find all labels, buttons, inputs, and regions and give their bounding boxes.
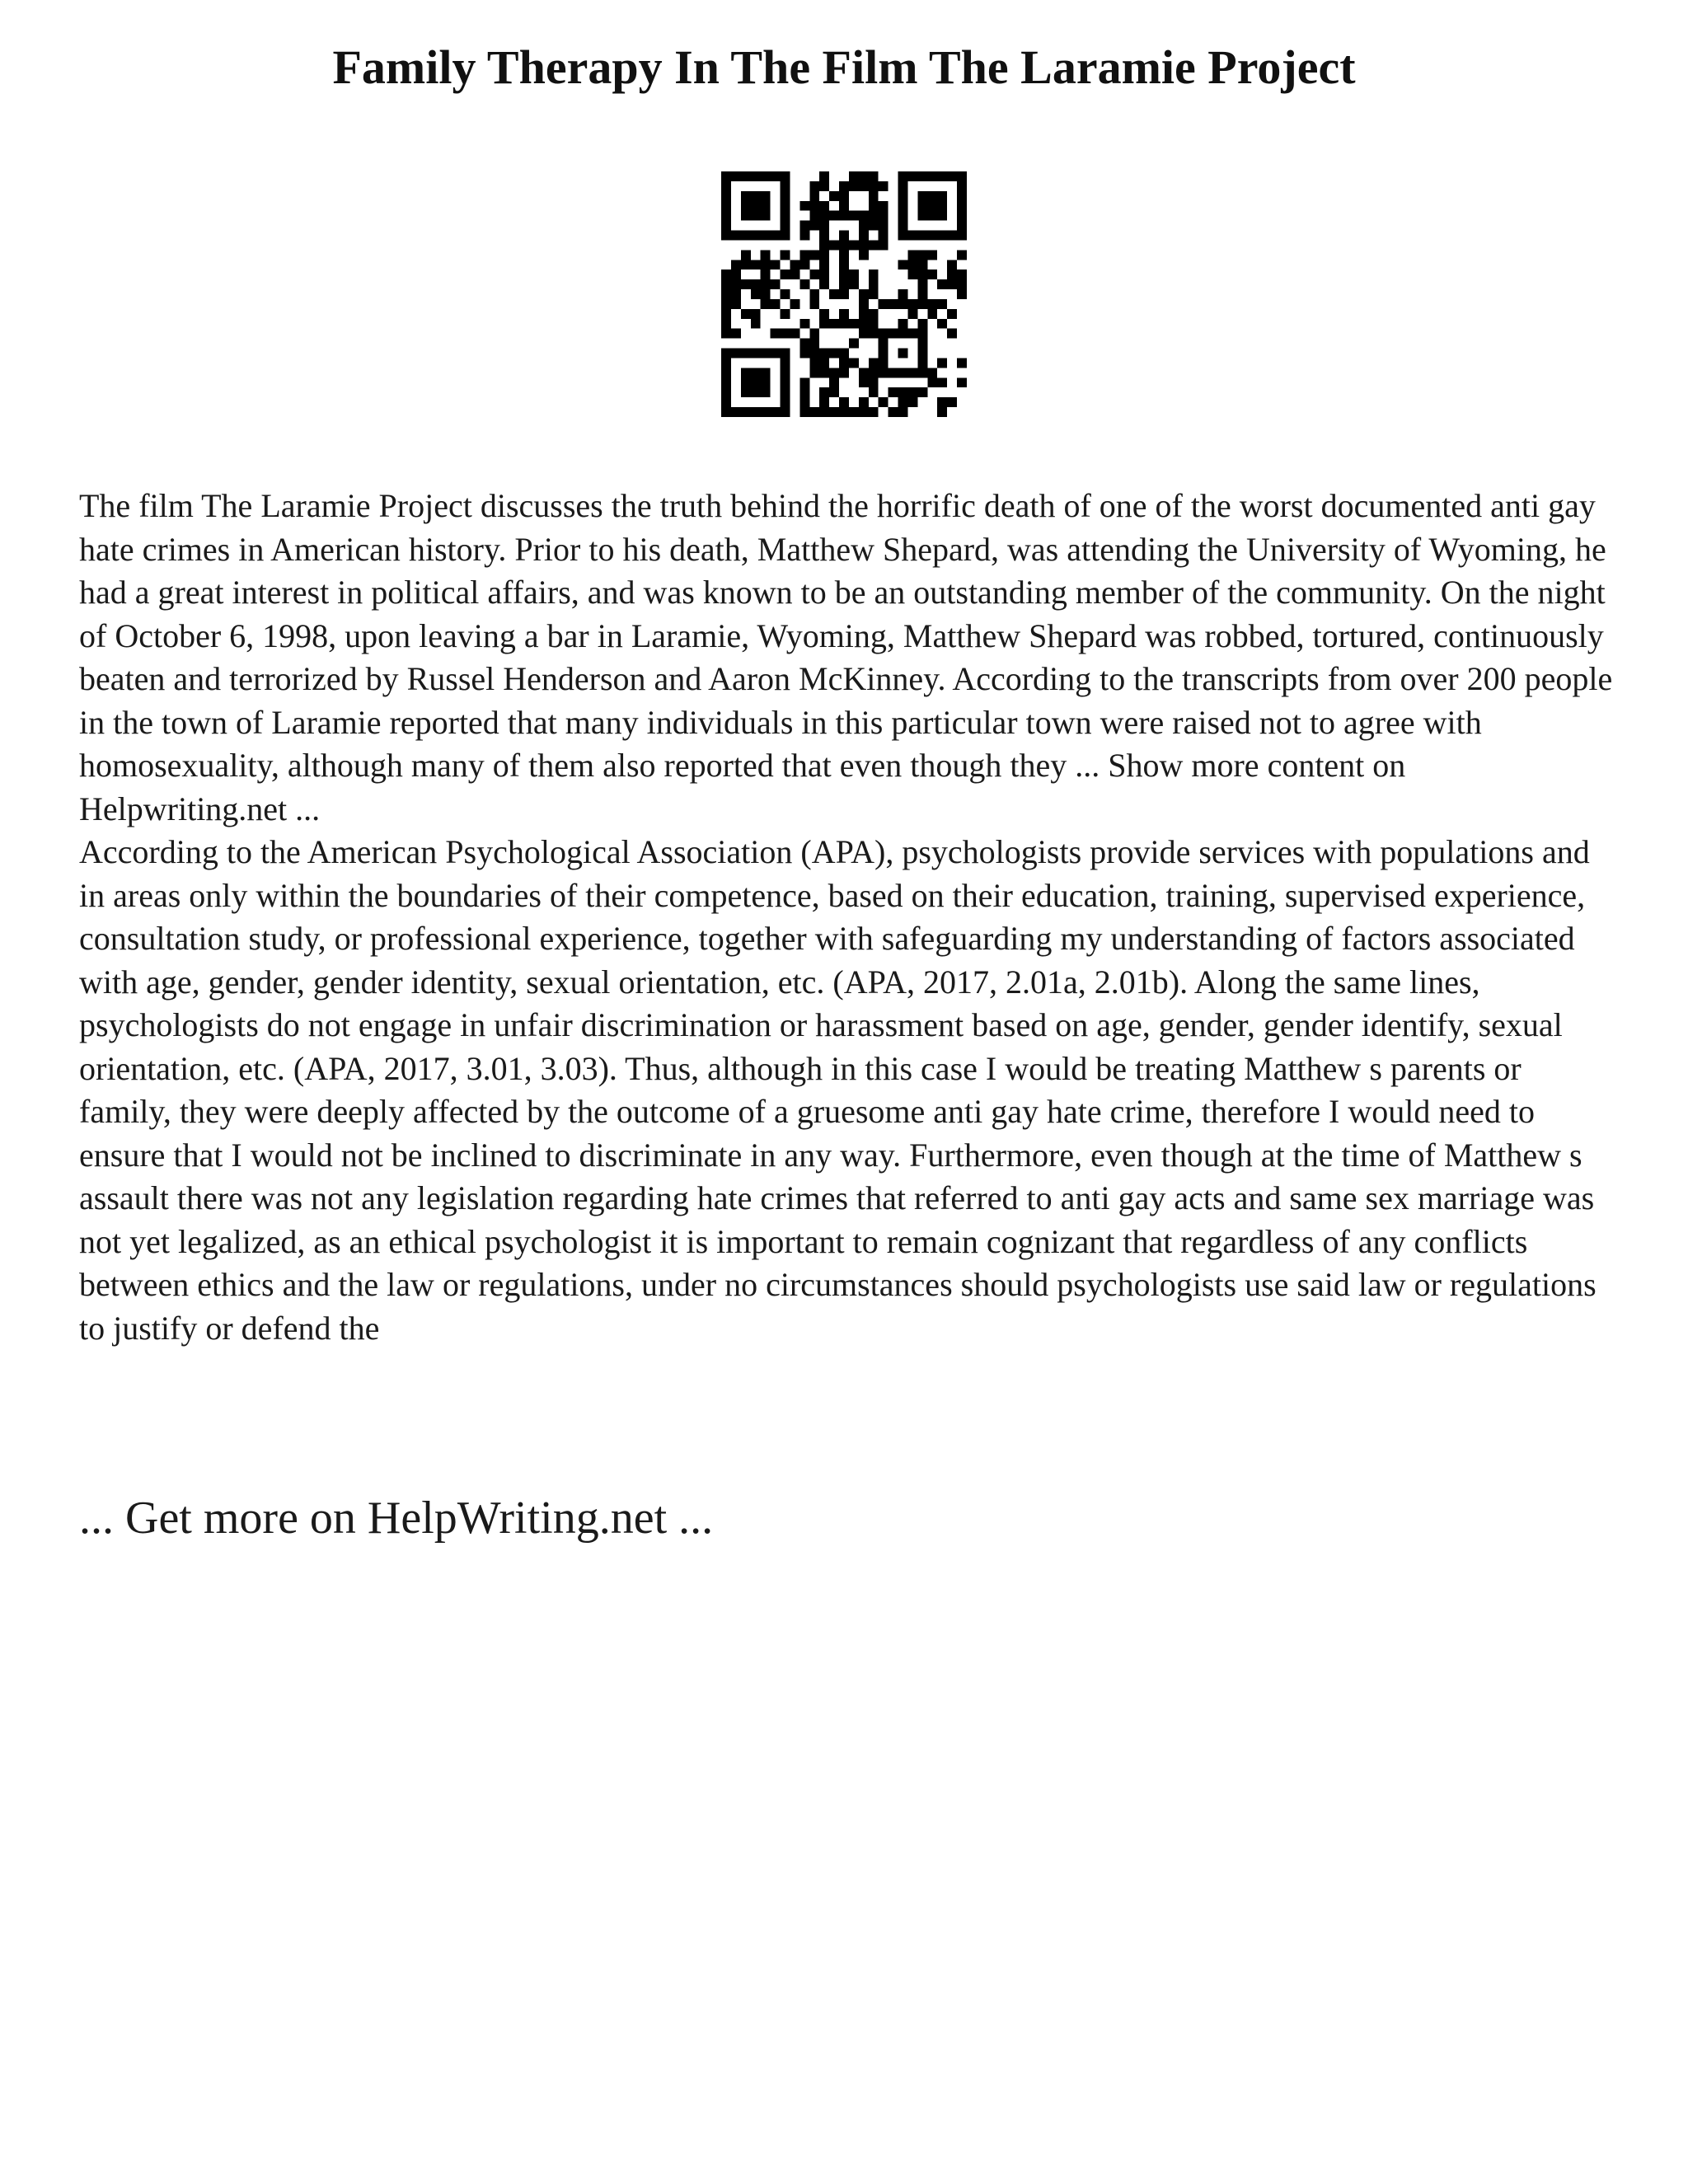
document-body bbox=[79, 485, 1620, 1350]
qr-code-icon bbox=[721, 171, 967, 417]
get-more-link[interactable]: ... Get more on HelpWriting.net ... bbox=[79, 1493, 714, 1544]
document-title: Family Therapy In The Film The Laramie Project bbox=[332, 40, 1356, 94]
paragraph-intro: The film The Laramie Project discusses the truth behind the horrific death of one of the worst documented anti gay hate crimes in American history. Prior to his death, Matthew Shepard, was attending the University of Wyoming, he had a great interest in political affairs, and was known to be an outstanding member of the community. On the night of October 6, 1998, upon leaving a bar in Laramie, Wyoming, Matthew Shepard was robbed, tortured, continuously beaten and terrorized by Russel Henderson and Aaron McKinney. According to the transcripts from over 200 people in the town of Laramie reported that many individuals in this particular town were raised not to agree with homosexuality, although many of them also reported that even though they ... Show more content on Helpwriting.net ... bbox=[79, 487, 1613, 827]
paragraph-ethics: According to the American Psychological Association (APA), psychologists provide services with populations and in areas only within the boundaries of their competence, based on their education, training, supervised experience, consultation study, or professional experience, together with safeguarding my understanding of factors associated with age, gender, gender identity, sexual orientation, etc. (APA, 2017, 2.01a, 2.01b). Along the same lines, psychologists do not engage in unfair discrimination or harassment based on age, gender, gender identify, sexual orientation, etc. (APA, 2017, 3.01, 3.03). Thus, although in this case I would be treating Matthew s parents or family, they were deeply affected by the outcome of a gruesome anti gay hate crime, therefore I would need to ensure that I would not be inclined to discriminate in any way. Furthermore, even though at the time of Matthew s assault there was not any legislation regarding hate crimes that referred to anti gay acts and same sex marriage was not yet legalized, as an ethical psychologist it is important to remain cognizant that regardless of any conflicts between ethics and the law or regulations, under no circumstances should psychologists use said law or regulations to justify or defend the bbox=[79, 833, 1597, 1347]
